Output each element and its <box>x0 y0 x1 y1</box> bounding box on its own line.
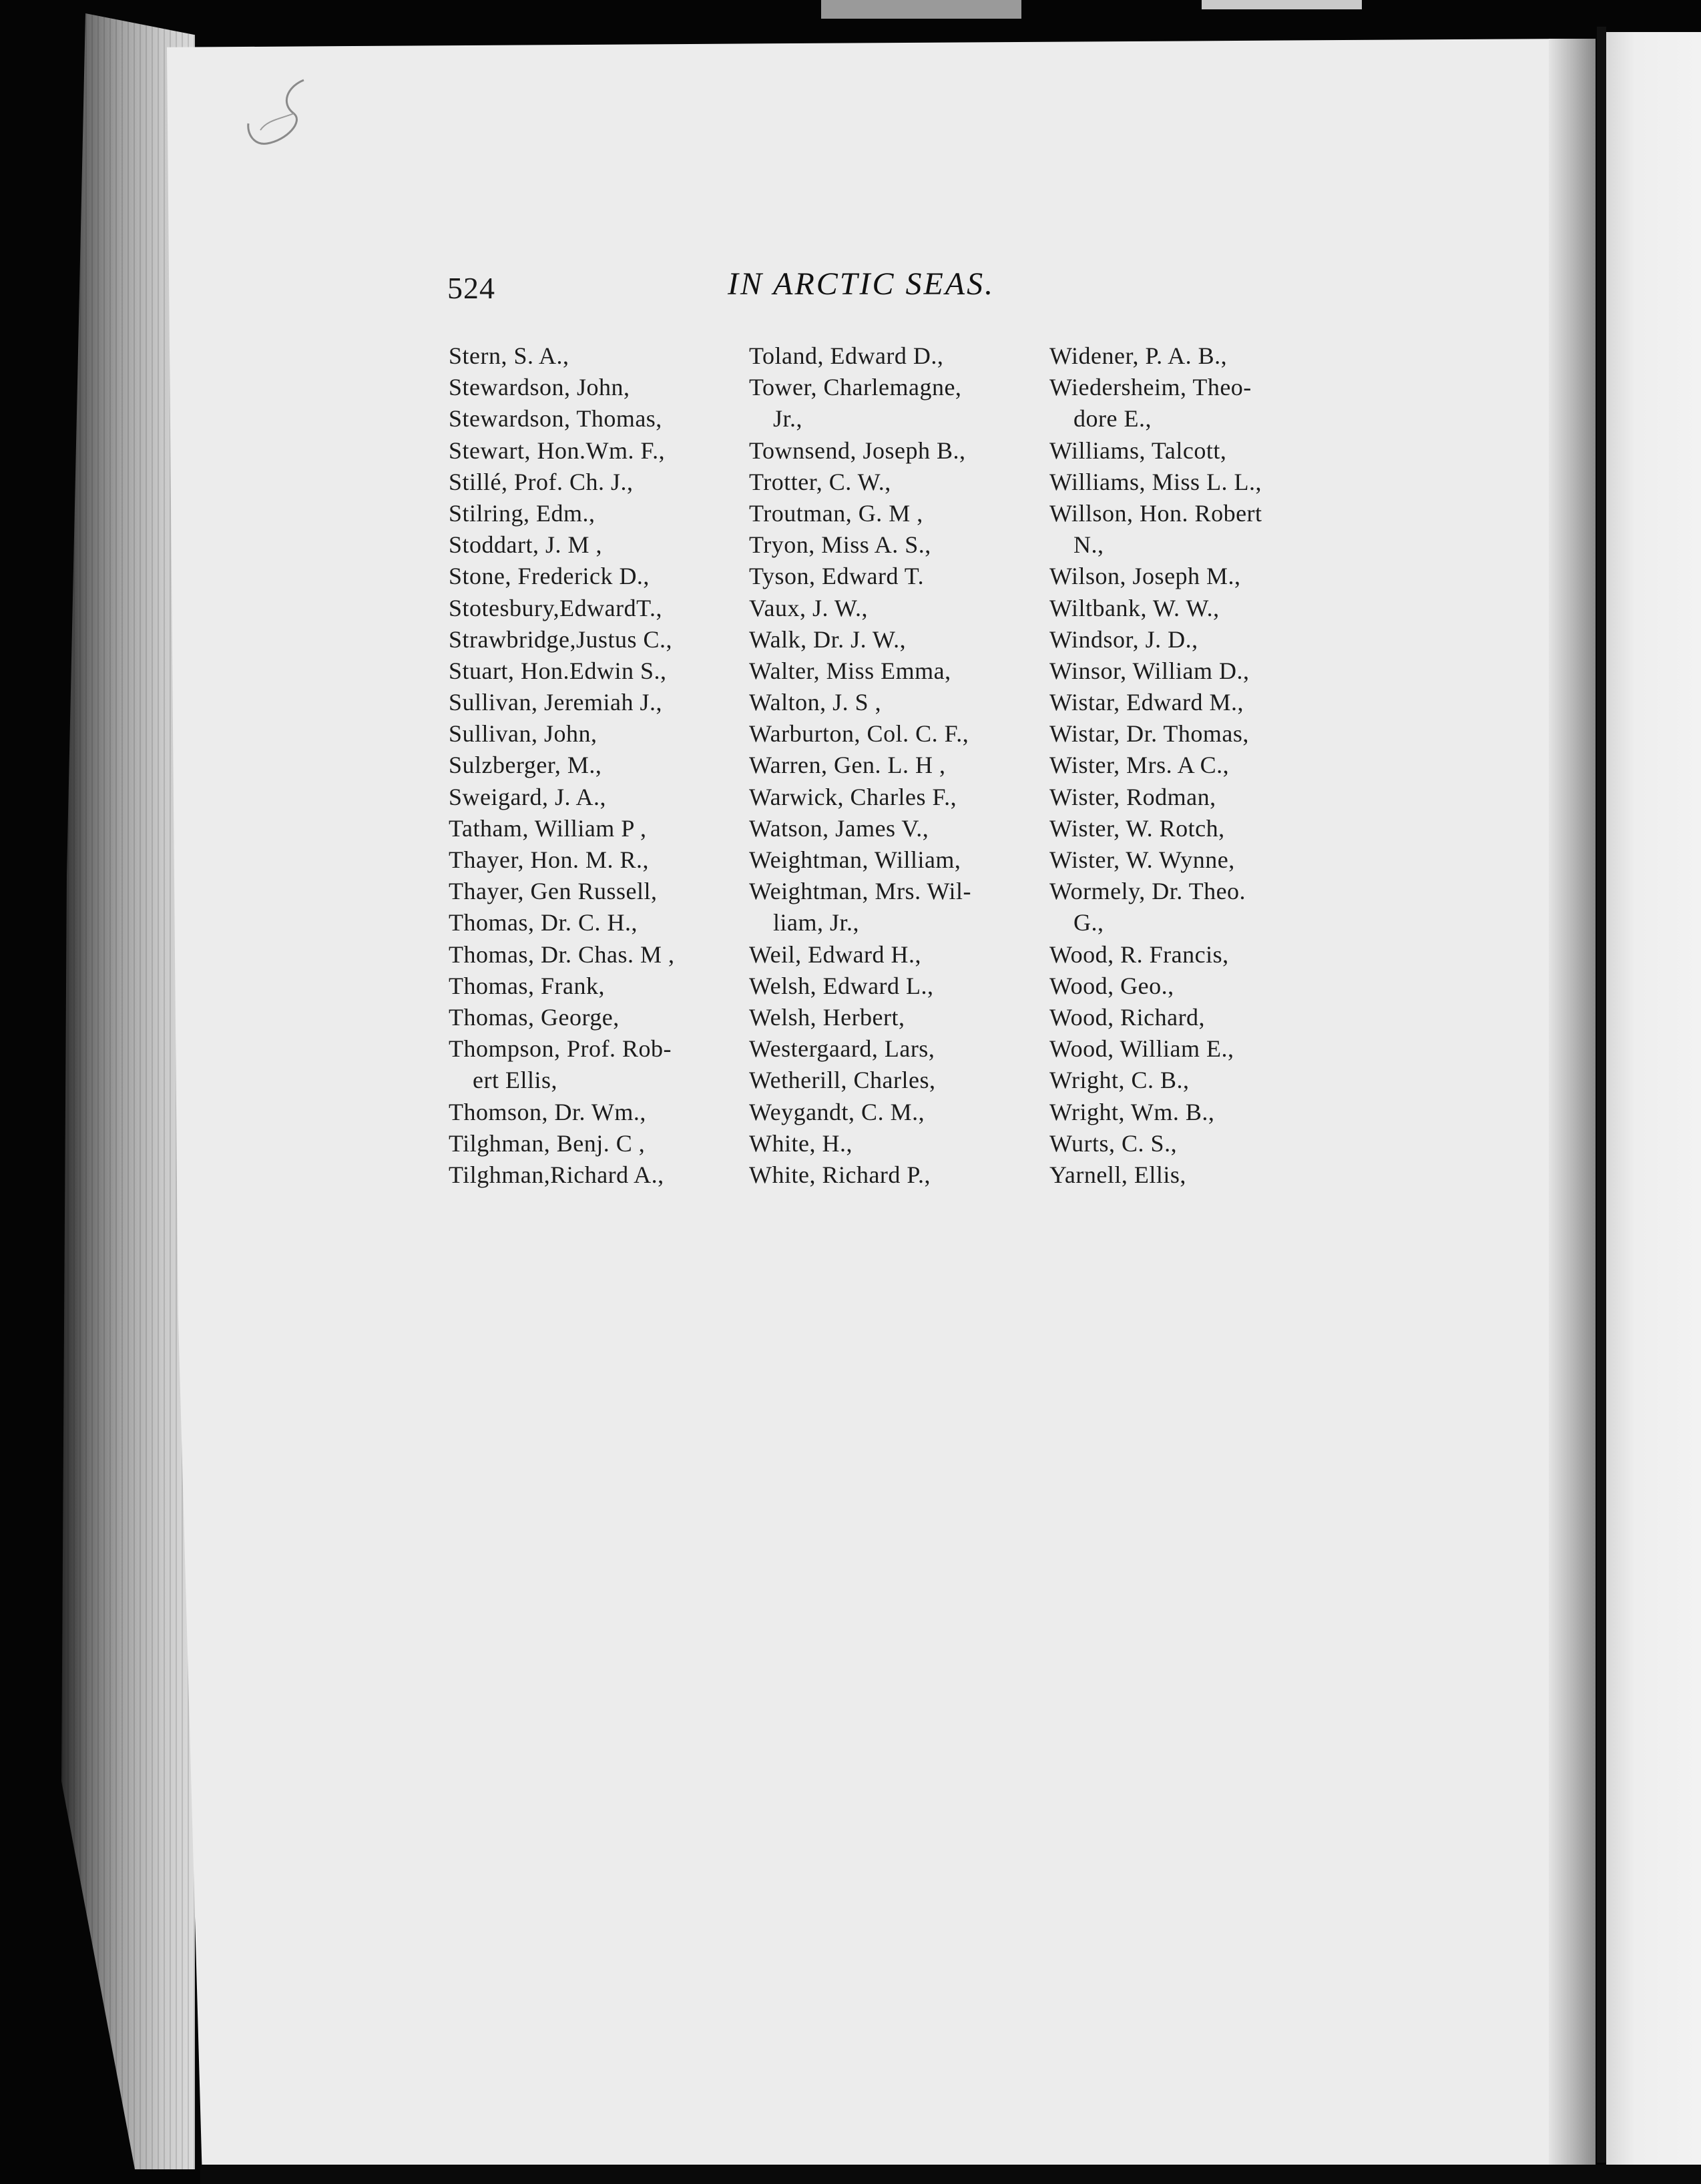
name-entry: Weil, Edward H., <box>749 940 922 968</box>
name-entry: Stotesbury,EdwardT., <box>449 594 662 621</box>
name-entry: Toland, Edward D., <box>749 342 944 369</box>
name-entry: Thomas, George, <box>449 1003 620 1031</box>
name-entry: Thompson, Prof. Rob- <box>449 1035 672 1063</box>
name-entry: Yarnell, Ellis, <box>1049 1161 1186 1188</box>
name-entry: Wood, R. Francis, <box>1049 940 1229 968</box>
name-entry: Vaux, J. W., <box>749 594 869 621</box>
name-entry: Wister, W. Wynne, <box>1049 846 1235 873</box>
name-entry: Wister, Rodman, <box>1049 783 1216 810</box>
name-entry: Watson, James V., <box>749 814 929 842</box>
name-entry: Welsh, Edward L., <box>749 972 934 999</box>
gutter-line <box>1597 27 1606 2163</box>
name-entry: Wormely, Dr. Theo. <box>1049 878 1246 905</box>
name-entry: Townsend, Joseph B., <box>749 437 966 464</box>
name-entry: Wood, Richard, <box>1049 1003 1206 1031</box>
name-entry: Welsh, Herbert, <box>749 1003 905 1031</box>
name-entry: Troutman, G. M , <box>749 499 923 527</box>
name-column-3 <box>1049 340 1343 1191</box>
name-entry: Wilson, Joseph M., <box>1049 563 1241 590</box>
name-entry: Warren, Gen. L. H , <box>749 752 946 779</box>
name-entry: Sulzberger, M., <box>449 752 602 779</box>
name-entry: Stillé, Prof. Ch. J., <box>449 468 634 495</box>
name-entry: Stewardson, Thomas, <box>449 405 662 433</box>
name-entry: Westergaard, Lars, <box>749 1035 935 1063</box>
name-entry: Wood, William E., <box>1049 1035 1234 1063</box>
name-entry: Stewardson, John, <box>449 374 630 401</box>
name-entry: Wurts, C. S., <box>1049 1129 1178 1157</box>
name-entry: Walton, J. S , <box>749 689 882 716</box>
name-entry-continuation: ert Ellis, <box>473 1067 557 1094</box>
name-entry-continuation: Jr., <box>773 405 803 433</box>
name-entry: Williams, Miss L. L., <box>1049 468 1262 495</box>
name-column-2 <box>749 340 1043 1191</box>
bottom-band <box>200 2165 1701 2184</box>
name-entry: Thomson, Dr. Wm., <box>449 1098 646 1125</box>
page-number: 524 <box>447 271 495 305</box>
top-edge-strip <box>1202 0 1362 9</box>
name-entry: Tower, Charlemagne, <box>749 374 962 401</box>
name-entry: Wetherill, Charles, <box>749 1067 936 1094</box>
name-entry: Thomas, Dr. Chas. M , <box>449 940 675 968</box>
name-entry: Thayer, Hon. M. R., <box>449 846 650 873</box>
name-entry: Windsor, J. D., <box>1049 625 1198 653</box>
name-entry-continuation: dore E., <box>1073 405 1152 433</box>
running-title: IN ARCTIC SEAS. <box>728 266 995 302</box>
name-entry: Weygandt, C. M., <box>749 1098 925 1125</box>
name-entry: Stilring, Edm., <box>449 499 595 527</box>
name-entry: Widener, P. A. B., <box>1049 342 1228 369</box>
name-entry: Stern, S. A., <box>449 342 569 369</box>
name-entry: Stoddart, J. M , <box>449 531 603 559</box>
name-entry: Tryon, Miss A. S., <box>749 531 931 559</box>
name-entry: Tilghman, Benj. C , <box>449 1129 646 1157</box>
name-entry: Tyson, Edward T. <box>749 563 925 590</box>
name-entry: White, H., <box>749 1129 853 1157</box>
name-column-1 <box>449 340 742 1191</box>
name-entry: Wright, Wm. B., <box>1049 1098 1215 1125</box>
name-entry: Wister, W. Rotch, <box>1049 814 1225 842</box>
name-entry: Thayer, Gen Russell, <box>449 878 658 905</box>
name-entry: White, Richard P., <box>749 1161 931 1188</box>
top-edge-strip <box>821 0 1021 19</box>
name-entry: Weightman, William, <box>749 846 961 873</box>
name-entry: Warwick, Charles F., <box>749 783 957 810</box>
name-entry: Stone, Frederick D., <box>449 563 650 590</box>
name-entry: Warburton, Col. C. F., <box>749 720 969 748</box>
name-entry: Winsor, William D., <box>1049 657 1250 684</box>
page-gutter <box>1549 39 1596 2165</box>
name-entry: Wister, Mrs. A C., <box>1049 752 1230 779</box>
name-entry: Wistar, Edward M., <box>1049 689 1244 716</box>
name-entry: Sullivan, John, <box>449 720 597 748</box>
name-entry: Wiltbank, W. W., <box>1049 594 1220 621</box>
name-entry: Walter, Miss Emma, <box>749 657 951 684</box>
name-entry: Wright, C. B., <box>1049 1067 1190 1094</box>
name-entry: Wiedersheim, Theo- <box>1049 374 1252 401</box>
name-entry: Wood, Geo., <box>1049 972 1174 999</box>
name-entry: Stuart, Hon.Edwin S., <box>449 657 667 684</box>
name-entry: Willson, Hon. Robert <box>1049 499 1262 527</box>
name-entry: Sweigard, J. A., <box>449 783 606 810</box>
name-entry: Williams, Talcott, <box>1049 437 1227 464</box>
name-entry: Thomas, Dr. C. H., <box>449 909 638 936</box>
name-entry: Wistar, Dr. Thomas, <box>1049 720 1249 748</box>
name-entry-continuation: G., <box>1073 909 1104 936</box>
name-entry: Tatham, William P , <box>449 814 647 842</box>
name-entry: Tilghman,Richard A., <box>449 1161 664 1188</box>
name-entry: Thomas, Frank, <box>449 972 605 999</box>
name-entry: Weightman, Mrs. Wil- <box>749 878 971 905</box>
name-entry-continuation: liam, Jr., <box>773 909 859 936</box>
name-entry: Stewart, Hon.Wm. F., <box>449 437 666 464</box>
name-entry: Strawbridge,Justus C., <box>449 625 672 653</box>
name-entry-continuation: N., <box>1073 531 1104 559</box>
name-entry: Sullivan, Jeremiah J., <box>449 689 662 716</box>
name-entry: Trotter, C. W., <box>749 468 891 495</box>
pencil-mark-icon <box>240 67 320 167</box>
facing-page <box>1606 32 1701 2168</box>
name-entry: Walk, Dr. J. W., <box>749 625 907 653</box>
